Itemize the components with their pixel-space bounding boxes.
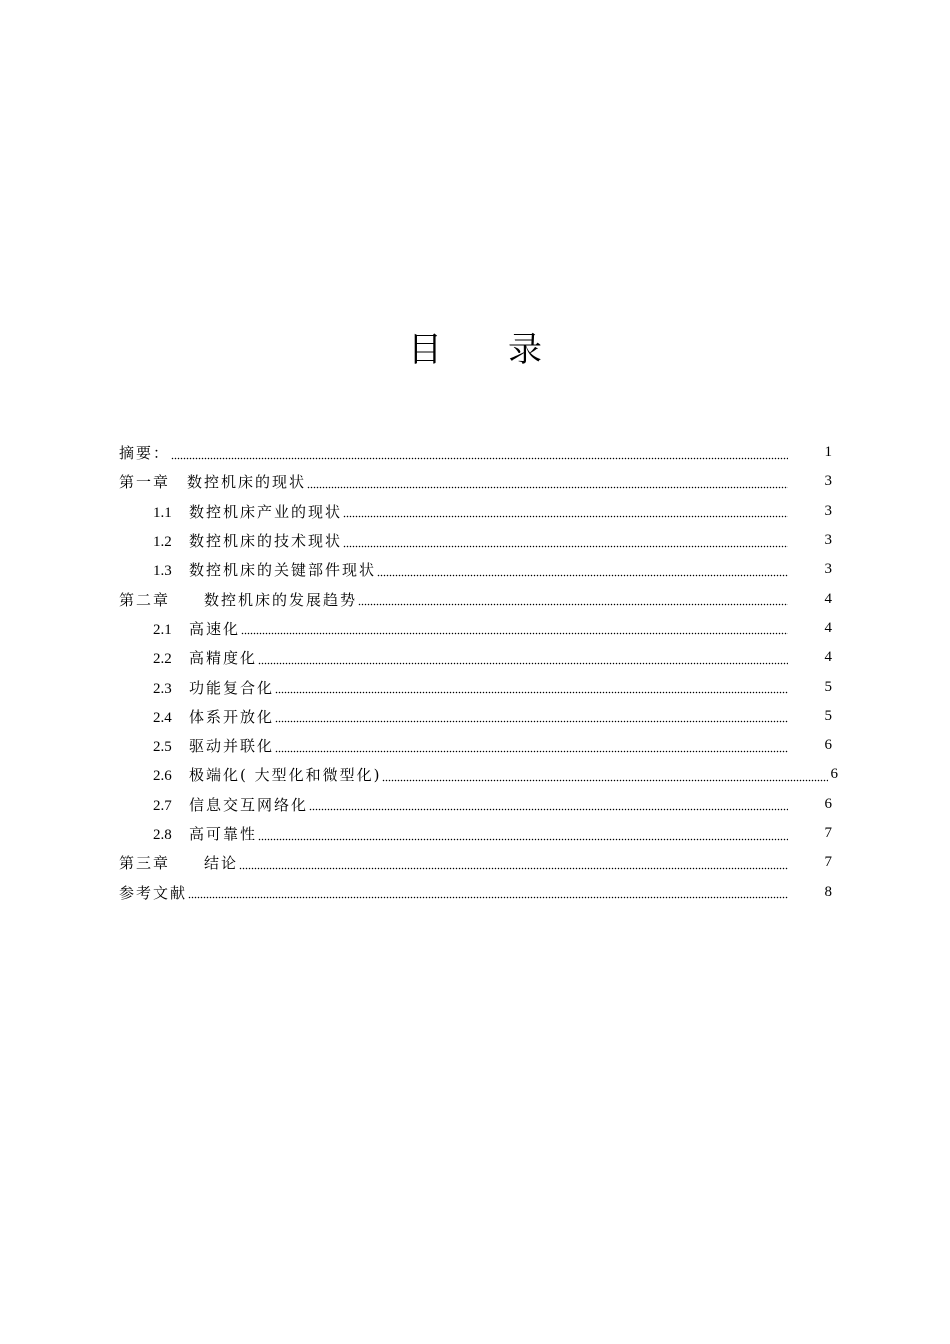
dot-leader <box>258 827 788 842</box>
toc-entry-number: 1.1 <box>153 504 172 521</box>
toc-entry-label: 数控机床的技术现状 <box>189 532 343 551</box>
toc-entry[interactable] <box>0 555 950 584</box>
toc-entry[interactable] <box>0 877 950 906</box>
toc-entry-number: 2.2 <box>153 651 172 668</box>
dot-leader <box>171 446 788 461</box>
toc-entry-page: 7 <box>824 854 832 871</box>
dot-leader <box>343 534 788 549</box>
toc-entry-label: 第三章 结论 <box>119 854 239 873</box>
toc-entry-page: 5 <box>824 678 832 695</box>
toc-entry-page: 8 <box>824 883 832 900</box>
toc-entry-number: 2.3 <box>153 680 172 697</box>
toc-entry-page: 3 <box>824 473 832 490</box>
toc-entry[interactable] <box>0 672 950 701</box>
toc-entry-page: 6 <box>824 795 832 812</box>
toc-entry[interactable] <box>0 643 950 672</box>
toc-entry-page: 3 <box>824 502 832 519</box>
toc-entry-page: 7 <box>824 825 832 841</box>
toc-entry-page: 3 <box>824 532 832 549</box>
dot-leader <box>343 504 788 519</box>
dot-leader <box>188 885 788 900</box>
toc-entry-page: 6 <box>830 766 838 783</box>
toc-entry[interactable] <box>0 467 950 496</box>
toc-entry-page: 6 <box>824 737 832 754</box>
toc-entry-number: 2.6 <box>153 768 172 785</box>
toc-entry-label: 高精度化 <box>189 649 258 668</box>
toc-entry-page: 5 <box>824 707 832 724</box>
toc-entry-label: 数控机床的关键部件现状 <box>189 561 377 580</box>
table-of-contents <box>0 438 950 907</box>
dot-leader <box>307 475 788 490</box>
toc-entry-number: 2.4 <box>153 709 172 726</box>
dot-leader <box>309 797 788 812</box>
toc-entry-label: 体系开放化 <box>189 707 275 726</box>
toc-entry-label: 驱动并联化 <box>189 737 275 756</box>
toc-entry-label: 参考文献 <box>119 883 188 902</box>
toc-entry-page: 1 <box>824 444 832 461</box>
toc-entry[interactable] <box>0 760 950 789</box>
toc-entry-label: 摘要： <box>119 444 171 463</box>
toc-entry-label: 数控机床产业的现状 <box>189 502 343 521</box>
toc-entry[interactable] <box>0 584 950 613</box>
toc-entry[interactable] <box>0 790 950 819</box>
toc-entry-number: 1.3 <box>153 563 172 580</box>
dot-leader <box>258 651 788 666</box>
dot-leader <box>275 739 788 754</box>
dot-leader <box>358 592 788 607</box>
toc-entry-label: 极端化( 大型化和微型化) <box>189 766 382 785</box>
toc-entry-label: 高速化 <box>189 619 241 638</box>
toc-entry[interactable] <box>0 497 950 526</box>
title-char-2: 录 <box>508 330 542 370</box>
title-char-1: 目 <box>408 330 442 370</box>
toc-entry-page: 3 <box>824 561 832 578</box>
dot-leader <box>382 768 828 783</box>
dot-leader <box>275 709 788 724</box>
toc-entry-page: 4 <box>824 590 832 607</box>
toc-entry-label: 功能复合化 <box>189 678 275 697</box>
toc-entry-label: 第一章 数控机床的现状 <box>119 473 307 492</box>
toc-entry-label: 高可靠性 <box>189 825 258 843</box>
toc-entry[interactable] <box>0 731 950 760</box>
toc-entry[interactable] <box>0 438 950 467</box>
toc-entry-page: 4 <box>824 619 832 636</box>
toc-entry-page: 4 <box>824 649 832 666</box>
toc-entry[interactable] <box>0 526 950 555</box>
toc-entry[interactable] <box>0 702 950 731</box>
dot-leader <box>239 856 788 871</box>
toc-entry[interactable] <box>0 819 950 848</box>
toc-entry-number: 2.1 <box>153 621 172 638</box>
toc-entry-label: 第二章 数控机床的发展趋势 <box>119 590 358 609</box>
dot-leader <box>275 680 788 695</box>
dot-leader <box>241 621 788 636</box>
toc-entry[interactable] <box>0 848 950 877</box>
toc-entry[interactable] <box>0 614 950 643</box>
toc-entry-label: 信息交互网络化 <box>189 795 309 814</box>
dot-leader <box>377 563 788 578</box>
toc-entry-number: 2.7 <box>153 797 172 814</box>
page-title <box>0 326 950 374</box>
toc-entry-number: 2.8 <box>153 827 172 843</box>
toc-entry-number: 2.5 <box>153 739 172 756</box>
toc-entry-number: 1.2 <box>153 534 172 551</box>
